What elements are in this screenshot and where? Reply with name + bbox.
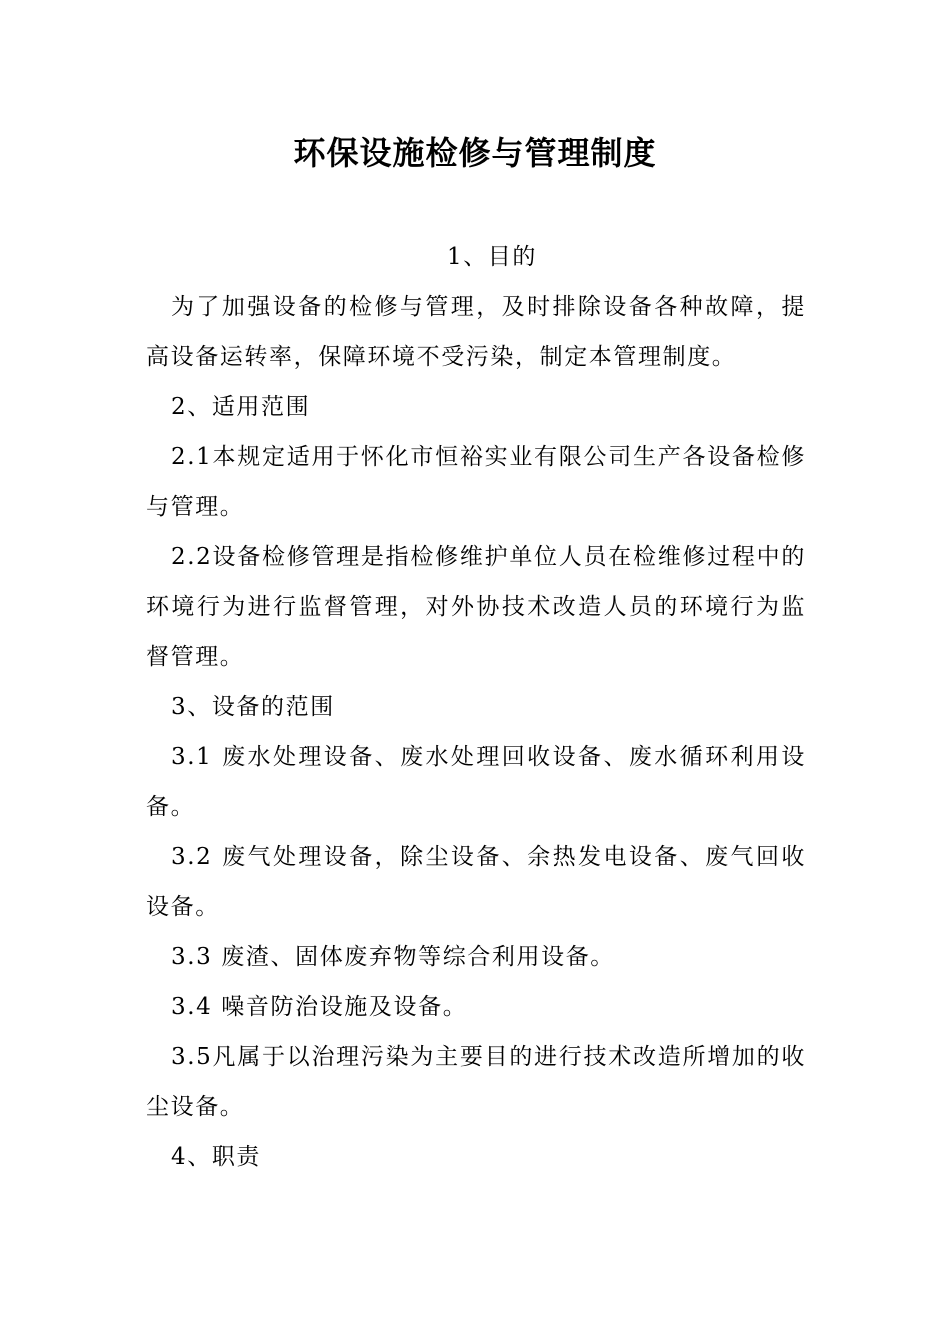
section-heading-purpose: 1、目的 bbox=[446, 244, 538, 270]
paragraph-3-2: 3.2 废气处理设备，除尘设备、余热发电设备、废气回收设备。 bbox=[146, 844, 806, 920]
paragraph-3-3: 3.3 废渣、固体废弃物等综合利用设备。 bbox=[171, 944, 615, 970]
section-heading-scope: 2、适用范围 bbox=[171, 394, 311, 420]
section-heading-equipment-range: 3、设备的范围 bbox=[171, 694, 335, 720]
paragraph-3-5: 3.5凡属于以治理污染为主要目的进行技术改造所增加的收尘设备。 bbox=[146, 1044, 806, 1120]
section-heading-responsibilities: 4、职责 bbox=[171, 1144, 262, 1170]
paragraph-2-2: 2.2设备检修管理是指检修维护单位人员在检维修过程中的环境行为进行监督管理，对外协技术改造人员的环境行为监督管理。 bbox=[146, 544, 806, 670]
paragraph-3-4: 3.4 噪音防治设施及设备。 bbox=[171, 994, 468, 1020]
document-title: 环保设施检修与管理制度 bbox=[293, 134, 657, 172]
paragraph-2-1: 2.1本规定适用于怀化市恒裕实业有限公司生产各设备检修与管理。 bbox=[146, 444, 806, 520]
document-body bbox=[146, 232, 806, 1182]
paragraph-3-1: 3.1 废水处理设备、废水处理回收设备、废水循环利用设备。 bbox=[146, 744, 806, 820]
paragraph-purpose: 为了加强设备的检修与管理，及时排除设备各种故障，提高设备运转率，保障环境不受污染，制定本管理制度。 bbox=[146, 294, 806, 370]
